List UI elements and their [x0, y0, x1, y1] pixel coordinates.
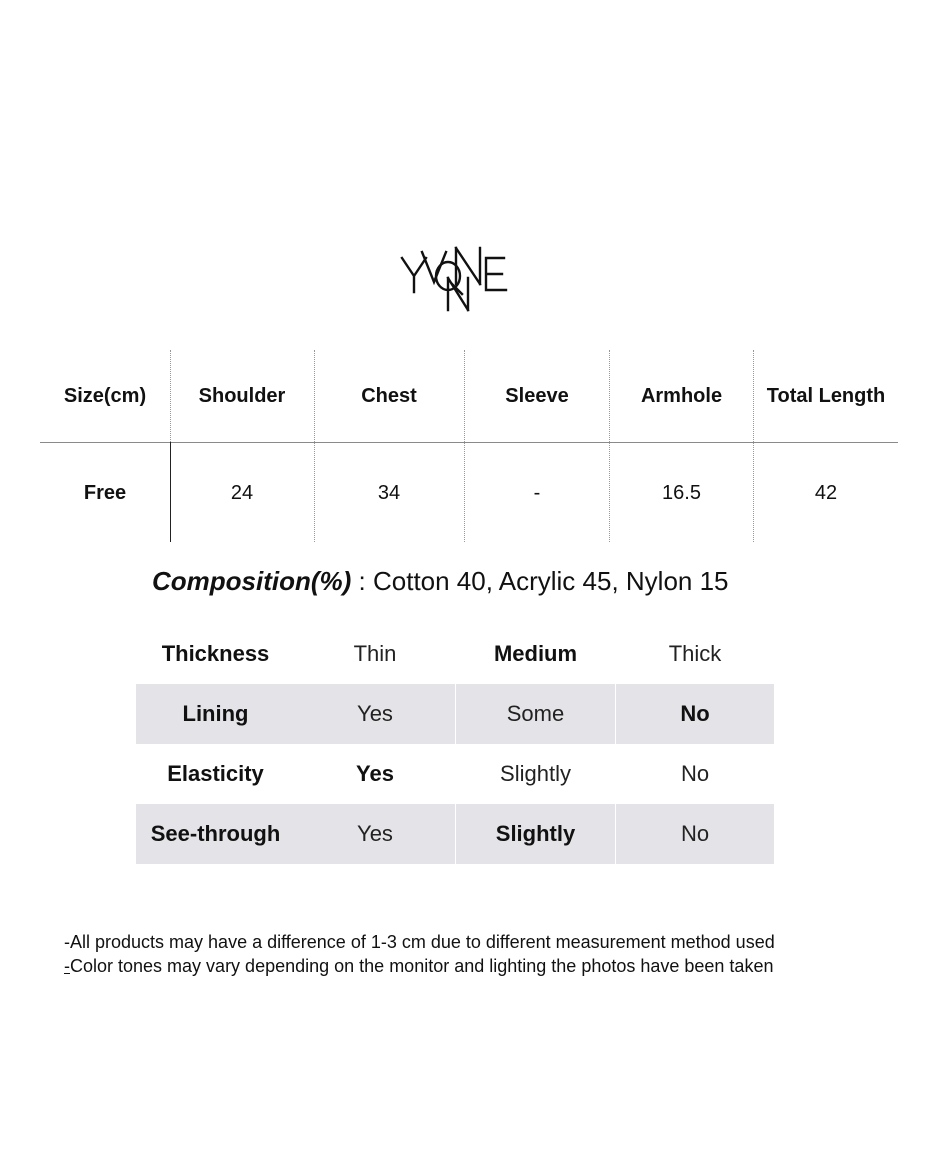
composition-label: Composition(%): [152, 566, 352, 596]
attribute-option: Yes: [295, 804, 455, 864]
composition-separator: :: [351, 566, 373, 596]
attribute-row-elasticity: [136, 744, 774, 804]
size-table-header: Shoulder: [198, 385, 286, 407]
attribute-option: Slightly: [500, 761, 571, 786]
disclaimer-notes: [64, 930, 775, 978]
chest-value: 34: [377, 481, 401, 504]
attribute-option: Yes: [295, 684, 455, 744]
attribute-option: Thick: [668, 641, 722, 666]
attribute-row-see-through: [136, 804, 774, 864]
fabric-attributes-table: [136, 624, 774, 864]
attribute-row-thickness: [136, 624, 774, 684]
note-color-text: Color tones may vary depending on the monitor and lighting the photos have been taken: [70, 956, 774, 976]
size-table-header: Sleeve: [505, 385, 569, 407]
column-divider: [170, 350, 171, 442]
attribute-option: No: [616, 804, 774, 864]
note-color: [64, 954, 775, 978]
attribute-row-lining: [136, 684, 774, 744]
armhole-value: 16.5: [662, 481, 701, 504]
note-dash: -: [64, 956, 70, 976]
note-measurement: -All products may have a difference of 1-3 cm due to different measurement method used: [64, 932, 775, 952]
attribute-option-selected: Slightly: [456, 804, 615, 864]
attribute-option: No: [680, 761, 710, 786]
composition-value: Cotton 40, Acrylic 45, Nylon 15: [372, 566, 729, 596]
size-table-divider: [40, 442, 898, 443]
attribute-name: Elasticity: [167, 761, 264, 786]
attribute-name: Thickness: [161, 641, 270, 666]
size-table-header: Total Length: [766, 385, 886, 407]
sleeve-value: -: [533, 481, 541, 504]
attribute-option-selected: Yes: [356, 761, 394, 786]
attribute-option-selected: No: [616, 684, 774, 744]
attribute-option: Thin: [353, 641, 397, 666]
size-table-header: Size(cm): [63, 385, 147, 407]
total-length-value: 42: [814, 481, 838, 504]
attribute-name: Lining: [136, 684, 295, 744]
size-table: [40, 350, 898, 542]
composition: [152, 566, 729, 597]
shoulder-value: 24: [230, 481, 254, 504]
attribute-name: See-through: [136, 804, 295, 864]
brand-logo-mark: [396, 244, 520, 314]
attribute-option-selected: Medium: [493, 641, 578, 666]
size-table-header: Chest: [361, 385, 417, 407]
brand-logo: [396, 244, 520, 314]
size-label: Free: [83, 481, 127, 504]
size-table-header: Armhole: [640, 385, 723, 407]
attribute-option: Some: [456, 684, 615, 744]
